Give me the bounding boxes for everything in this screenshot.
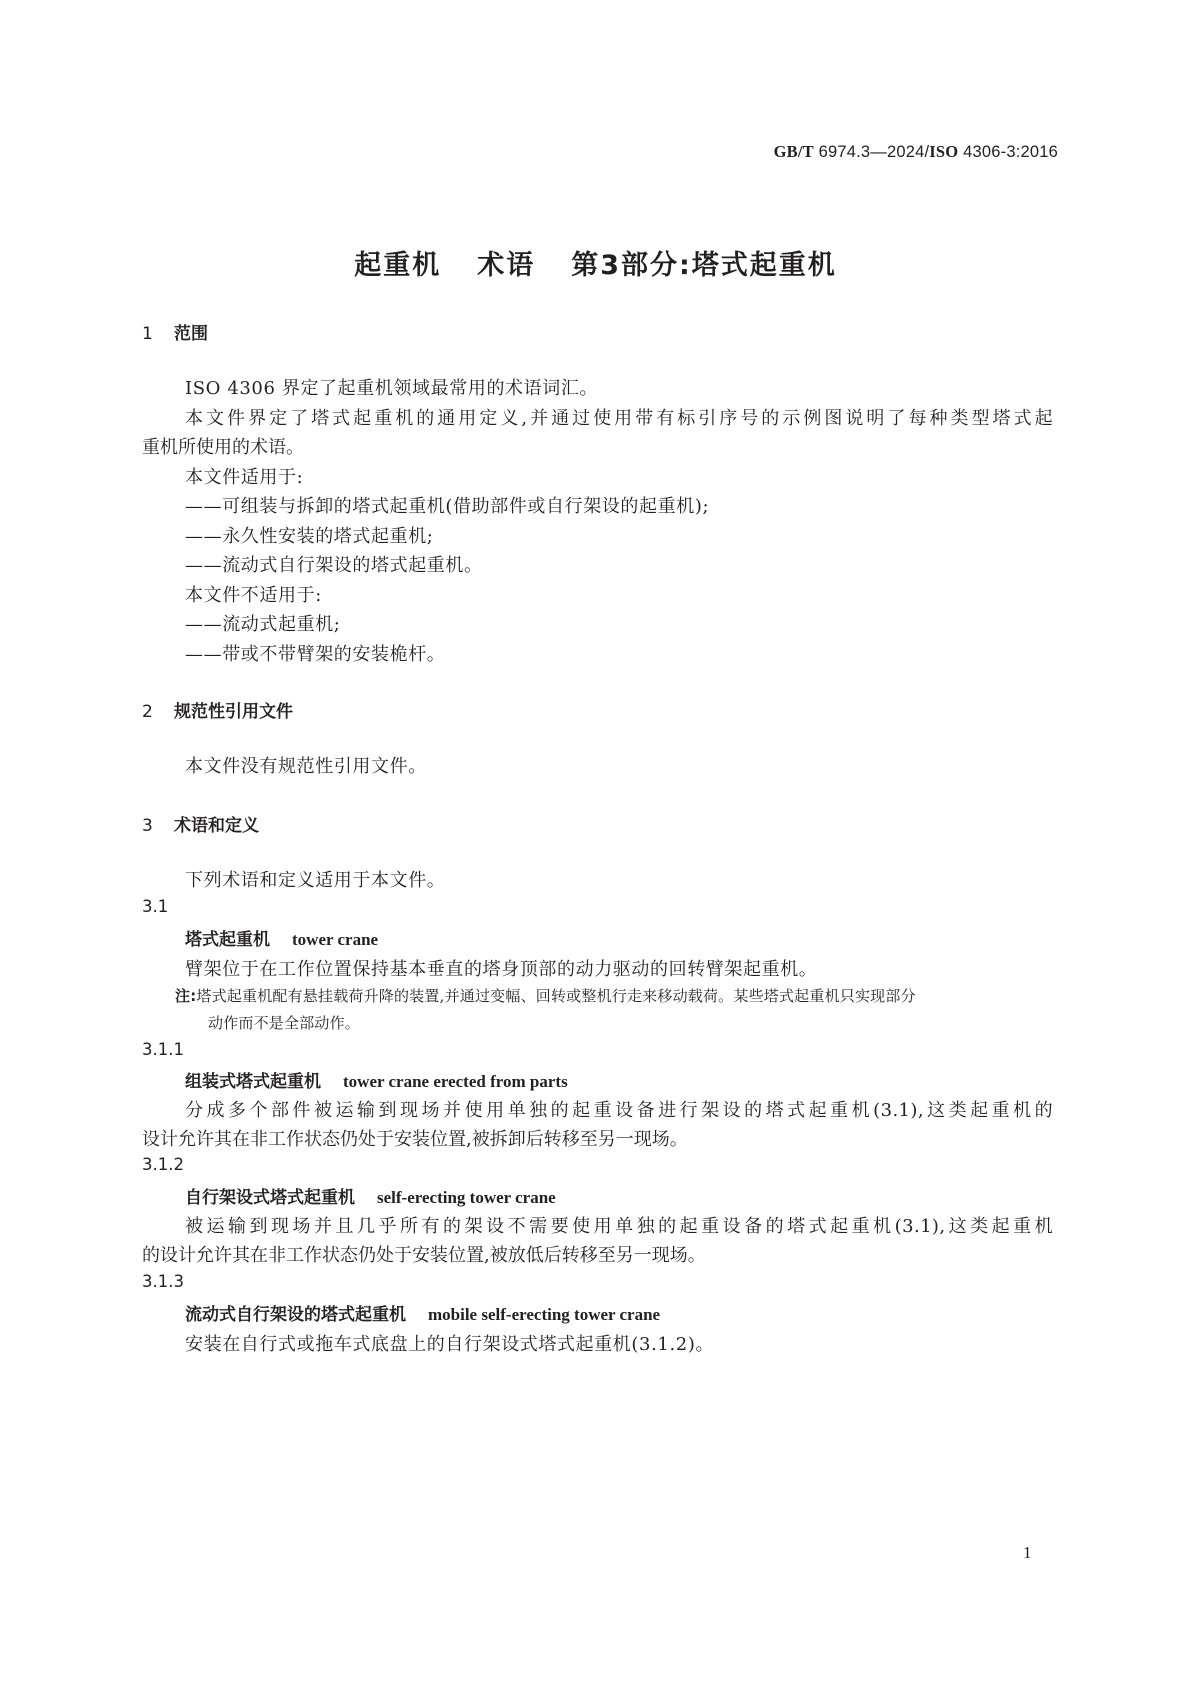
term-zh: 组装式塔式起重机: [185, 1072, 321, 1092]
page-number: 1: [1023, 1543, 1032, 1562]
title-part3: 第3部分:塔式起重机: [571, 250, 837, 281]
paragraph: 本文件适用于:: [185, 467, 304, 488]
std-prefix: GB/T: [773, 142, 814, 161]
term-heading: [185, 925, 378, 950]
term-number: 3.1.1: [142, 1040, 184, 1059]
list-item: ——可组装与拆卸的塔式起重机(借助部件或自行架设的起重机);: [185, 496, 710, 517]
list-item: ——流动式起重机;: [185, 614, 341, 635]
iso-number: 4306-3:2016: [958, 143, 1058, 161]
document-title: [0, 243, 1191, 282]
section-title: 范围: [174, 324, 208, 344]
paragraph: 本文件界定了塔式起重机的通用定义,并通过使用带有标引序号的示例图说明了每种类型塔式起: [185, 408, 1053, 429]
term-en: tower crane: [292, 930, 379, 949]
term-definition: 臂架位于在工作位置保持基本垂直的塔身顶部的动力驱动的回转臂架起重机。: [185, 959, 818, 980]
term-heading: [185, 1183, 556, 1208]
term-en: tower crane erected from parts: [343, 1072, 568, 1091]
term-number: 3.1.2: [142, 1155, 184, 1174]
paragraph: 本文件没有规范性引用文件。: [185, 756, 427, 777]
section-number: 1: [142, 324, 153, 344]
section-title: 术语和定义: [174, 816, 259, 836]
term-definition: 分成多个部件被运输到现场并使用单独的起重设备进行架设的塔式起重机(3.1),这类起重机的: [185, 1100, 1053, 1121]
paragraph: ISO 4306 界定了起重机领域最常用的术语词汇。: [185, 378, 599, 399]
list-item: ——带或不带臂架的安装桅杆。: [185, 644, 446, 665]
iso-prefix: ISO: [929, 142, 959, 161]
term-definition-continuation: 的设计允许其在非工作状态仍处于安装位置,被放低后转移至另一现场。: [142, 1245, 706, 1266]
term-note: [175, 985, 916, 1006]
term-en: self-erecting tower crane: [377, 1188, 556, 1207]
term-en: mobile self-erecting tower crane: [428, 1305, 661, 1324]
section-number: 2: [142, 702, 153, 722]
section-title: 规范性引用文件: [174, 702, 293, 722]
section-3-heading: [142, 811, 259, 836]
term-zh: 流动式自行架设的塔式起重机: [185, 1305, 406, 1325]
term-note-continuation: 动作而不是全部动作。: [208, 1014, 361, 1032]
document-header: [774, 142, 1058, 162]
section-number: 3: [142, 816, 153, 836]
term-heading: [185, 1067, 568, 1092]
term-definition: 被运输到现场并且几乎所有的架设不需要使用单独的起重设备的塔式起重机(3.1),这类起重机: [185, 1216, 1053, 1237]
list-item: ——流动式自行架设的塔式起重机。: [185, 555, 483, 576]
section-1-heading: [142, 319, 208, 344]
paragraph: 下列术语和定义适用于本文件。: [185, 870, 446, 891]
section-2-heading: [142, 697, 293, 722]
term-definition: 安装在自行式或拖车式底盘上的自行架设式塔式起重机(3.1.2)。: [185, 1334, 715, 1355]
term-heading: [185, 1300, 660, 1325]
note-text: 塔式起重机配有悬挂载荷升降的装置,并通过变幅、回转或整机行走来移动载荷。某些塔式起重机只实现部分: [196, 987, 916, 1005]
std-number: 6974.3—2024/: [813, 143, 930, 161]
title-part2: 术语: [477, 250, 536, 281]
term-zh: 塔式起重机: [185, 930, 270, 950]
term-zh: 自行架设式塔式起重机: [185, 1188, 355, 1208]
term-number: 3.1.3: [142, 1272, 184, 1291]
note-label: 注:: [175, 987, 197, 1005]
term-definition-continuation: 设计允许其在非工作状态仍处于安装位置,被拆卸后转移至另一现场。: [142, 1129, 688, 1150]
term-number: 3.1: [142, 897, 169, 916]
paragraph-continuation: 重机所使用的术语。: [142, 437, 304, 458]
title-part1: 起重机: [354, 250, 442, 281]
paragraph: 本文件不适用于:: [185, 585, 322, 606]
list-item: ——永久性安装的塔式起重机;: [185, 526, 434, 547]
